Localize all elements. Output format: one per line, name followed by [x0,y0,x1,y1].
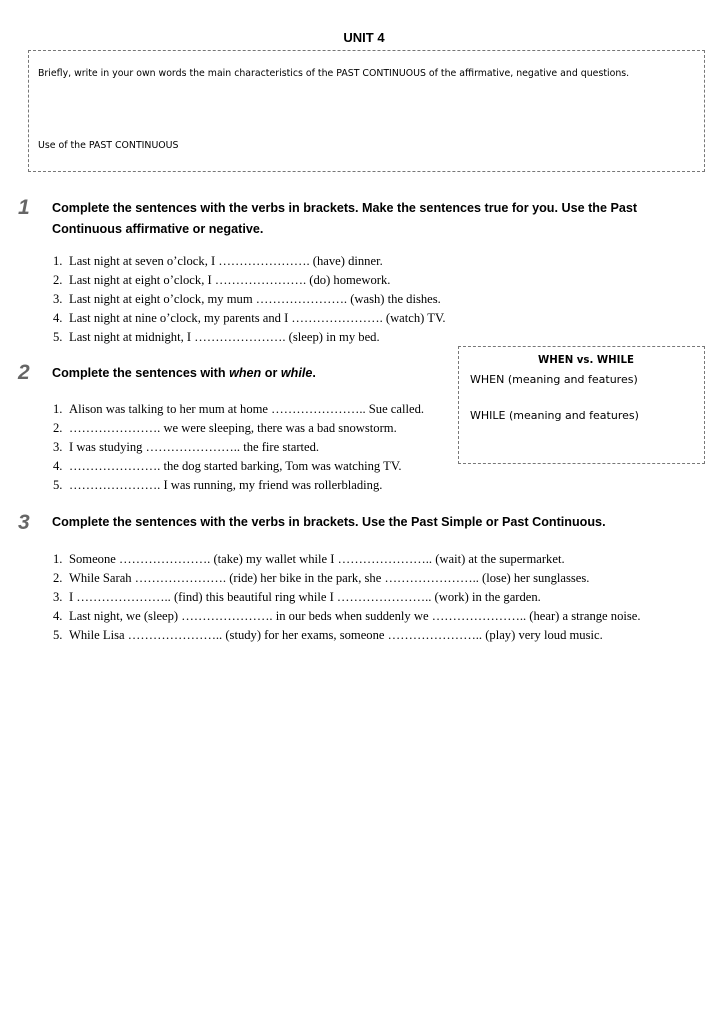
list-item: 4. Last night at nine o’clock, my parents and I …………………. (watch) TV. [53,311,446,325]
when-while-title: WHEN vs. WHILE [538,355,634,366]
exercise-1-instruction-line2: Continuous affirmative or negative. [52,222,264,236]
while-label: WHILE (meaning and features) [470,409,639,422]
exercise-number-2: 2 [18,361,30,384]
list-item: 2. Last night at eight o’clock, I …………………. (do) homework. [53,273,391,287]
list-item: 5. Last night at midnight, I …………………. (sleep) in my bed. [53,330,380,344]
summary-prompt: Briefly, write in your own words the main characteristics of the PAST CONTINUOUS of the affirmative, negative and questions. [38,68,630,79]
list-item: 1. Last night at seven o’clock, I …………………. (have) dinner. [53,254,383,268]
list-item: 5. …………………. I was running, my friend was rollerblading. [53,478,383,492]
exercise-1-instruction-line1: Complete the sentences with the verbs in brackets. Make the sentences true for you. Use the Past [52,201,638,215]
list-item: 3. I was studying ………………….. the fire started. [53,440,320,454]
when-label: WHEN (meaning and features) [470,373,638,386]
list-item: 4. Last night, we (sleep) …………………. in our beds when suddenly we ………………….. (hear) a strange noise. [53,609,641,623]
exercise-number-1: 1 [18,196,30,219]
summary-use-label: Use of the PAST CONTINUOUS [38,140,179,151]
list-item: 3. Last night at eight o’clock, my mum …………………. (wash) the dishes. [53,292,441,306]
list-item: 5. While Lisa ………………….. (study) for her exams, someone ………………….. (play) very loud music. [53,628,603,642]
page-title: UNIT 4 [343,30,385,45]
list-item: 4. …………………. the dog started barking, Tom was watching TV. [53,459,402,473]
keyword-when: when [229,366,262,380]
exercise-3-instruction: Complete the sentences with the verbs in brackets. Use the Past Simple or Past Continuous. [52,515,606,529]
list-item: 2. While Sarah …………………. (ride) her bike in the park, she ………………….. (lose) her sunglasses. [53,571,590,585]
exercise-number-3: 3 [18,511,30,534]
keyword-while: while [280,366,313,380]
exercise-1-instruction [52,198,702,240]
list-item: 3. I ………………….. (find) this beautiful ring while I ………………….. (work) in the garden. [53,590,541,604]
list-item: 1. Alison was talking to her mum at home ………………….. Sue called. [53,402,425,416]
exercise-2-instruction: Complete the sentences with when or while. [52,366,316,380]
list-item: 2. …………………. we were sleeping, there was a bad snowstorm. [53,421,397,435]
list-item: 1. Someone …………………. (take) my wallet while I ………………….. (wait) at the supermarket. [53,552,565,566]
